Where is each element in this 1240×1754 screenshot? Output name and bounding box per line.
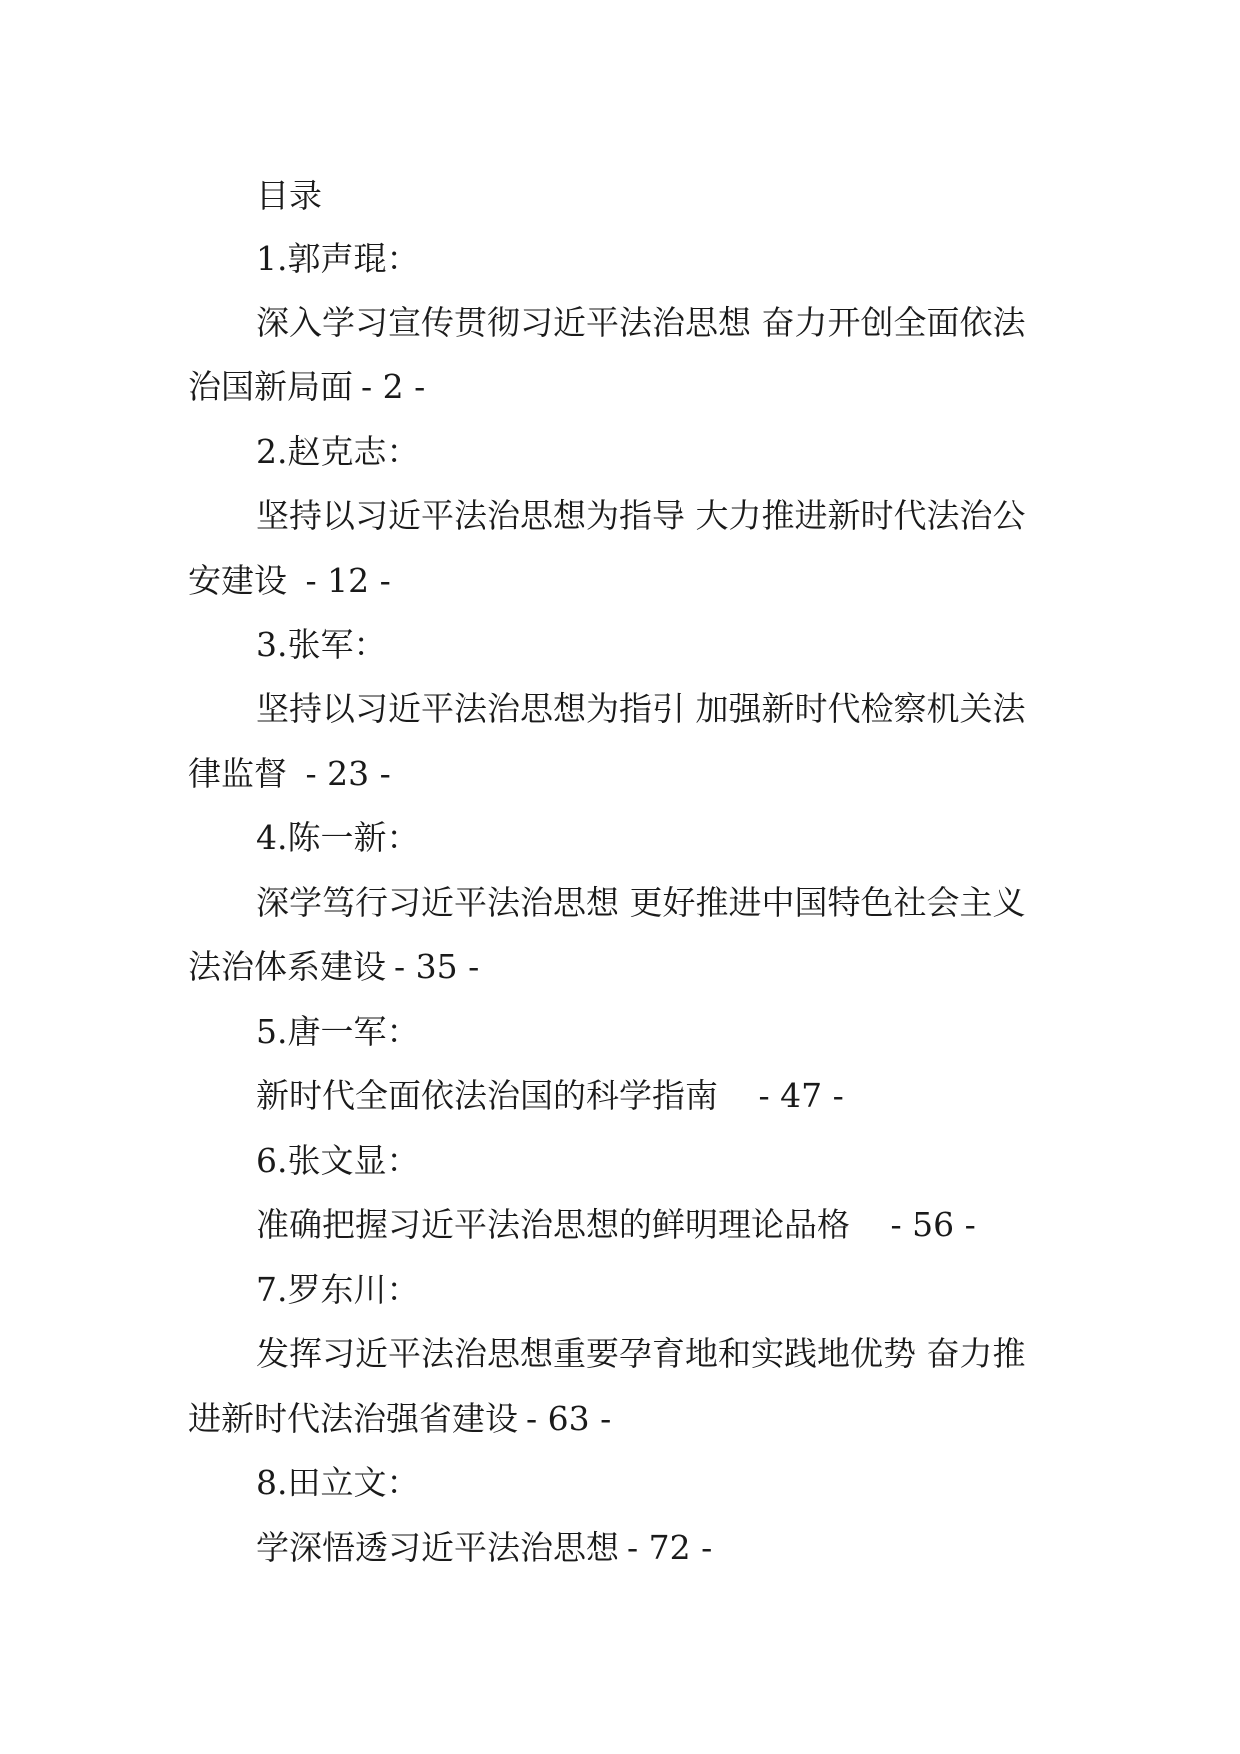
page-number: - 72 - bbox=[627, 1528, 713, 1567]
title-text: 安建设 bbox=[188, 561, 298, 600]
author-name: 罗东川： bbox=[287, 1270, 420, 1309]
toc-entry-author bbox=[256, 1270, 420, 1310]
toc-entry-title-cont bbox=[188, 754, 391, 794]
toc-entry-author bbox=[256, 239, 420, 279]
author-name: 张文显： bbox=[287, 1141, 420, 1180]
toc-entry-number: 6. bbox=[256, 1141, 288, 1180]
title-text: 新时代全面依法治国的科学指南 bbox=[256, 1076, 729, 1115]
author-name: 唐一军： bbox=[287, 1012, 420, 1051]
toc-entry-title-cont bbox=[188, 947, 479, 987]
toc-entry-title-cont bbox=[188, 1399, 611, 1439]
toc-entry-author bbox=[256, 1463, 420, 1503]
title-text: 准确把握习近平法治思想的鲜明理论品格 bbox=[256, 1205, 861, 1244]
title-text: 进新时代法治强省建设 bbox=[188, 1399, 518, 1438]
toc-entry-number: 1. bbox=[256, 239, 288, 278]
toc-entry-number: 2. bbox=[256, 432, 288, 471]
toc-entry-author bbox=[256, 818, 420, 858]
toc-entry-author bbox=[256, 625, 387, 665]
page-number: - 23 - bbox=[305, 754, 391, 793]
toc-entry-author bbox=[256, 1141, 420, 1181]
toc-entry-title: 坚持以习近平法治思想为指引 加强新时代检察机关法 bbox=[256, 689, 1026, 728]
toc-entry-author bbox=[256, 1012, 420, 1052]
toc-entry-number: 3. bbox=[256, 625, 288, 664]
toc-entry-author bbox=[256, 432, 420, 472]
toc-entry-number: 5. bbox=[256, 1012, 288, 1051]
toc-entry-title: 坚持以习近平法治思想为指导 大力推进新时代法治公 bbox=[256, 496, 1026, 535]
toc-entry-number: 7. bbox=[256, 1270, 288, 1309]
author-name: 郭声琨： bbox=[287, 239, 420, 278]
title-text: 治国新局面 bbox=[188, 367, 353, 406]
page-number: - 63 - bbox=[526, 1399, 612, 1438]
toc-entry-title-cont bbox=[188, 561, 391, 601]
title-text: 学深悟透习近平法治思想 bbox=[256, 1528, 619, 1567]
toc-heading: 目录 bbox=[256, 176, 322, 215]
toc-entry-title bbox=[256, 1528, 712, 1568]
toc-entry-number: 4. bbox=[256, 818, 288, 857]
page-number: - 47 - bbox=[758, 1076, 844, 1115]
toc-entry-title-cont bbox=[188, 367, 425, 407]
author-name: 赵克志： bbox=[287, 432, 420, 471]
title-text: 律监督 bbox=[188, 754, 298, 793]
toc-entry-number: 8. bbox=[256, 1463, 288, 1502]
page-number: - 2 - bbox=[361, 367, 426, 406]
page-number: - 12 - bbox=[305, 561, 391, 600]
title-text: 法治体系建设 bbox=[188, 947, 386, 986]
toc-entry-title: 深学笃行习近平法治思想 更好推进中国特色社会主义 bbox=[256, 883, 1026, 922]
page-number: - 35 - bbox=[394, 947, 480, 986]
author-name: 陈一新： bbox=[287, 818, 420, 857]
toc-entry-title bbox=[256, 1205, 976, 1245]
toc-entry-title bbox=[256, 1076, 844, 1116]
author-name: 张军： bbox=[287, 625, 387, 664]
author-name: 田立文： bbox=[287, 1463, 420, 1502]
toc-entry-title: 深入学习宣传贯彻习近平法治思想 奋力开创全面依法 bbox=[256, 303, 1026, 342]
page-number: - 56 - bbox=[890, 1205, 976, 1244]
toc-entry-title: 发挥习近平法治思想重要孕育地和实践地优势 奋力推 bbox=[256, 1334, 1026, 1373]
